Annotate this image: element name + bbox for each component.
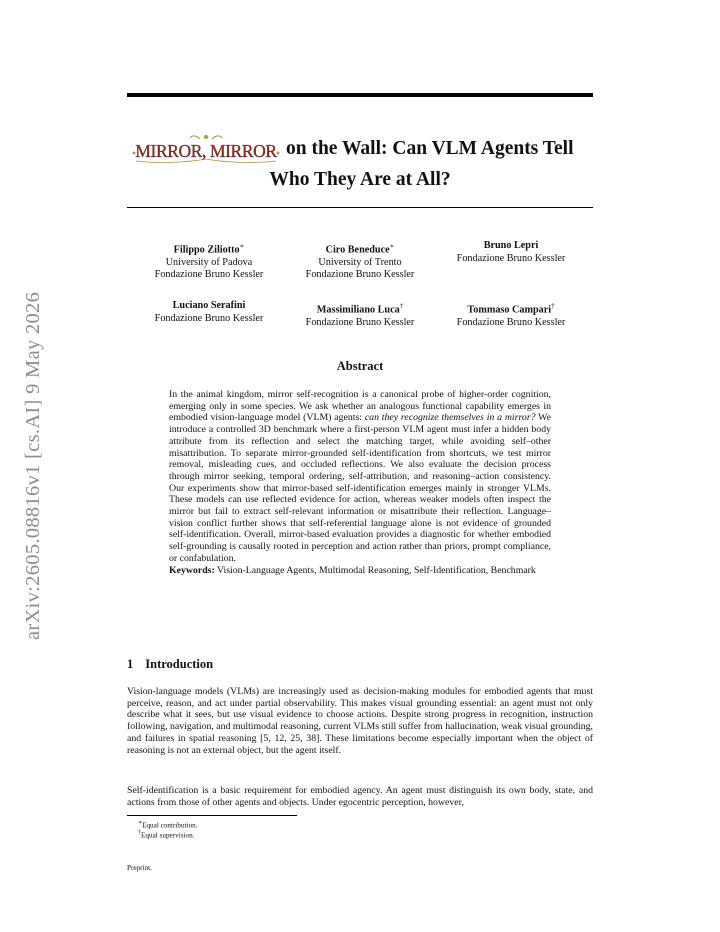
author-block: [436, 240, 586, 265]
author-name: Filippo Ziliotto∗: [173, 242, 245, 256]
preprint-label: Preprint.: [127, 864, 152, 872]
abstract-body: [169, 389, 551, 576]
author-affiliation: Fondazione Bruno Kessler: [305, 269, 415, 281]
footnote: †Equal supervision.: [138, 830, 195, 840]
author-name: Massimiliano Luca†: [316, 302, 404, 316]
svg-text:MIRROR, MIRROR: MIRROR, MIRROR: [135, 141, 277, 161]
title-bottom-rule: [127, 207, 593, 208]
abstract-heading: Abstract: [336, 359, 384, 373]
author-name: Luciano Serafini: [172, 300, 246, 311]
section-number: 1: [127, 657, 134, 671]
title-line-1: [130, 133, 574, 165]
keywords: Keywords: Vision-Language Agents, Multimodal Reasoning, Self-Identification, Benchmark: [169, 564, 536, 576]
author-affiliation: Fondazione Bruno Kessler: [456, 316, 566, 328]
author-name: Bruno Lepri: [483, 240, 539, 251]
footnote: ∗Equal contribution.: [138, 820, 198, 830]
footnote-rule: [127, 815, 297, 816]
author-block: [436, 300, 586, 329]
author-block: [134, 240, 284, 282]
author-block: [134, 300, 284, 325]
intro-paragraph-1: Vision-language models (VLMs) are increasingly used as decision-making modules for embodied agents that must perceive, reason, and act under partial observability. This makes visual grounding essential: an agent must not only describe what it sees, but use visual evidence to choose actions. Despite strong progress in recognition, instruction following, navigation, and multimodal reasoning, current VLMs still suffer from hallucination, weak visual grounding, and failures in spatial reasoning [5, 12, 25, 38]. These limitations become especially important when the object of reasoning is not an external object, but the agent itself.: [127, 686, 593, 756]
author-name: Tommaso Campari†: [467, 302, 555, 316]
author-affiliation: Fondazione Bruno Kessler: [456, 252, 566, 264]
abstract-text: In the animal kingdom, mirror self-recognition is a canonical probe of higher-order cognition, emerging only in some species. We ask whether an analogous functional capability emerges in embodied vision-language model (VLM) agents: can they recognize themselves in a mirror? We introduce a controlled 3D benchmark where a first-person VLM agent must infer a hidden body attribute from its reflection and select the matching target, while avoiding self–other misattribution. To separate mirror-grounded self-identification from shortcuts, we test mirror removal, misleading cues, and occluded reflections. We also evaluate the decision process through mirror seeking, temporal ordering, self-attribution, and reasoning–action consistency. Our experiments show that mirror-based self-identification emerges mainly in stronger VLMs. These models can use reflected evidence for action, whereas weaker models often inspect the mirror but fail to extract self-relevant information or misattribute their reflection. Language–vision conflict further shows that self-referential language alone is not evidence of grounded self-identification. Overall, mirror-based evaluation provides a diagnostic for whether embodied self-grounding is causally rooted in perception and action rather than priors, prompt compliance, or confabulation.: [169, 389, 551, 564]
author-affiliation: Fondazione Bruno Kessler: [154, 312, 264, 324]
mirror-mirror-logo: [130, 133, 282, 165]
author-affiliation: Fondazione Bruno Kessler: [154, 269, 264, 281]
author-block: [285, 240, 435, 282]
author-block: [285, 300, 435, 329]
title-line-2: Who They Are at All?: [269, 169, 451, 190]
title-top-rule: [127, 93, 593, 97]
arxiv-identifier-text: arXiv:2605.08816v1 [cs.AI] 9 May 2026: [22, 291, 44, 640]
author-affiliation: University of Padova: [165, 256, 253, 268]
section-heading: [127, 657, 213, 672]
section-title: Introduction: [145, 657, 214, 671]
author-affiliation: University of Trento: [318, 256, 402, 268]
title-line-1-text: on the Wall: Can VLM Agents Tell: [286, 138, 574, 159]
author-name: Ciro Beneduce∗: [325, 242, 395, 256]
author-affiliation: Fondazione Bruno Kessler: [305, 316, 415, 328]
intro-paragraph-2: Self-identification is a basic requirement for embodied agency. An agent must distinguish its own body, state, and actions from those of other agents and objects. Under egocentric perception, however,: [127, 785, 593, 808]
arxiv-identifier: [22, 265, 46, 640]
